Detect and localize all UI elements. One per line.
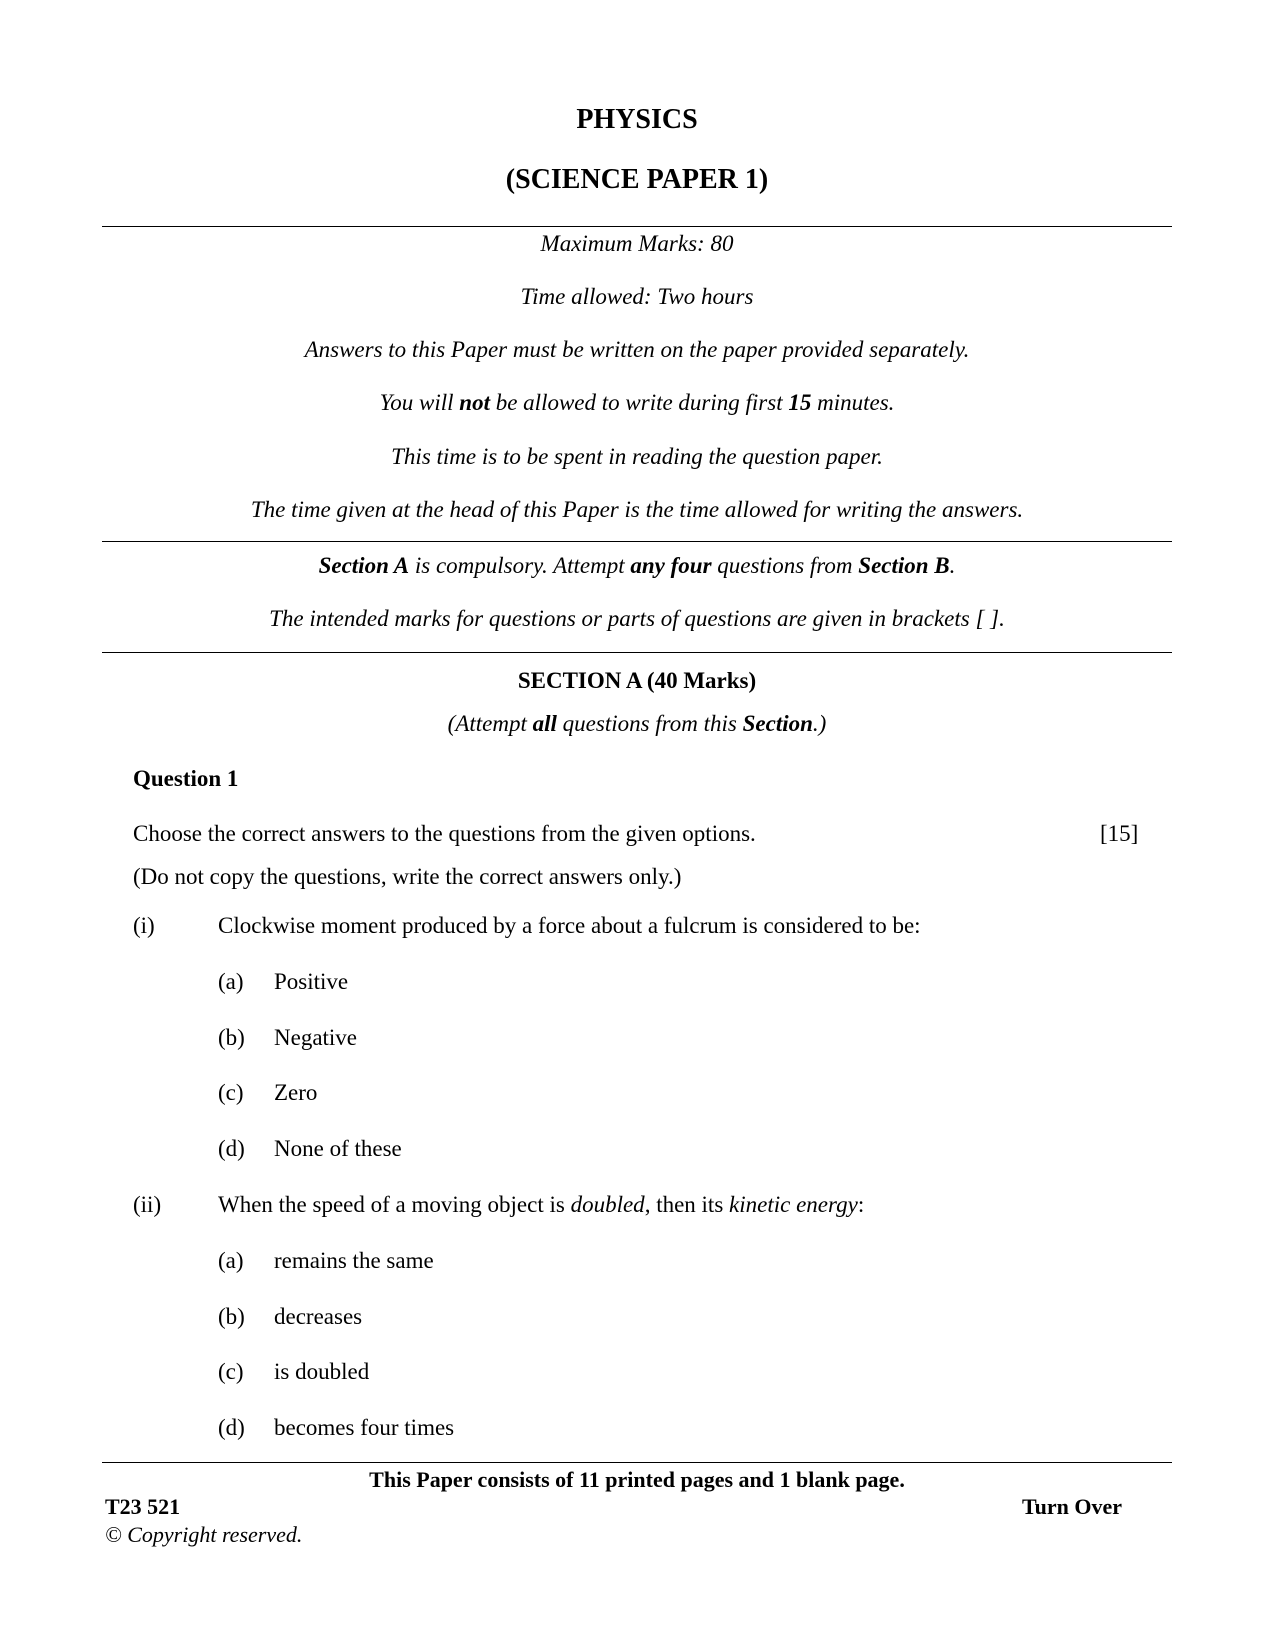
subject-title: PHYSICS bbox=[576, 104, 698, 135]
option bbox=[218, 969, 348, 995]
option-label: (d) bbox=[218, 1136, 245, 1161]
reading-time-instruction bbox=[102, 390, 1172, 416]
divider bbox=[102, 226, 1172, 227]
option-label: (d) bbox=[218, 1415, 245, 1440]
option-text: becomes four times bbox=[274, 1415, 455, 1440]
text-fragment: not bbox=[459, 390, 490, 415]
text-fragment: . bbox=[949, 553, 956, 578]
text-fragment: , then its bbox=[644, 1192, 730, 1217]
option-label: (b) bbox=[218, 1304, 245, 1329]
paper-title: (SCIENCE PAPER 1) bbox=[505, 164, 769, 195]
pages-note: This Paper consists of 11 printed pages and 1 blank page. bbox=[369, 1467, 905, 1492]
marks-note: The intended marks for questions or parts of questions are given in brackets [ ]. bbox=[269, 606, 1005, 631]
option bbox=[218, 1415, 454, 1441]
option bbox=[218, 1359, 369, 1385]
section-a-heading: SECTION A (40 Marks) bbox=[517, 668, 757, 693]
text-fragment: (Attempt bbox=[447, 711, 533, 736]
text-fragment: all bbox=[532, 711, 557, 736]
text-fragment: : bbox=[857, 1192, 865, 1217]
text-fragment: .) bbox=[812, 711, 827, 736]
marks-bracket: [15] bbox=[1100, 821, 1139, 846]
option-label: (a) bbox=[218, 1248, 244, 1273]
text-fragment: doubled bbox=[570, 1192, 645, 1217]
text-fragment: Section A bbox=[318, 553, 410, 578]
item-text bbox=[218, 1192, 864, 1218]
option bbox=[218, 1025, 357, 1051]
option-label: (a) bbox=[218, 969, 244, 994]
option bbox=[218, 1136, 402, 1162]
divider bbox=[102, 541, 1172, 542]
text-fragment: minutes. bbox=[811, 390, 895, 415]
option-text: Zero bbox=[274, 1080, 318, 1105]
text-fragment: be allowed to write during first bbox=[489, 390, 789, 415]
text-fragment: questions from this bbox=[556, 711, 743, 736]
text-fragment: any four bbox=[630, 553, 712, 578]
paper-code: T23 521 bbox=[105, 1494, 181, 1519]
section-instruction bbox=[102, 553, 1172, 579]
text-fragment: Section bbox=[742, 711, 813, 736]
option-text: None of these bbox=[274, 1136, 402, 1161]
option-text: remains the same bbox=[274, 1248, 434, 1273]
option-label: (c) bbox=[218, 1080, 244, 1105]
option bbox=[218, 1080, 317, 1106]
option-label: (c) bbox=[218, 1359, 244, 1384]
option-text: is doubled bbox=[274, 1359, 370, 1384]
text-fragment: kinetic energy bbox=[729, 1192, 858, 1217]
answers-instruction: Answers to this Paper must be written on the paper provided separately. bbox=[304, 337, 970, 362]
item-text: Clockwise moment produced by a force about a fulcrum is considered to be: bbox=[218, 913, 921, 938]
turn-over: Turn Over bbox=[1022, 1494, 1123, 1519]
question-note: (Do not copy the questions, write the correct answers only.) bbox=[133, 864, 682, 889]
option-text: decreases bbox=[274, 1304, 363, 1329]
max-marks: Maximum Marks: 80 bbox=[540, 231, 734, 256]
text-fragment: Section B bbox=[858, 553, 950, 578]
item-number: (ii) bbox=[133, 1192, 162, 1217]
option-text: Negative bbox=[274, 1025, 358, 1050]
option bbox=[218, 1248, 434, 1274]
option-label: (b) bbox=[218, 1025, 245, 1050]
text-fragment: questions from bbox=[711, 553, 859, 578]
copyright: © Copyright reserved. bbox=[105, 1522, 303, 1547]
text-fragment: When the speed of a moving object is bbox=[218, 1192, 571, 1217]
section-a-note bbox=[102, 711, 1172, 737]
footer-divider bbox=[102, 1462, 1172, 1463]
option bbox=[218, 1304, 362, 1330]
question-instruction: Choose the correct answers to the questions from the given options. bbox=[133, 821, 756, 846]
option-text: Positive bbox=[274, 969, 349, 994]
text-fragment: You will bbox=[379, 390, 460, 415]
time-allowed: Time allowed: Two hours bbox=[520, 284, 754, 309]
time-given-note: The time given at the head of this Paper is the time allowed for writing the answers. bbox=[250, 497, 1024, 522]
divider bbox=[102, 652, 1172, 653]
reading-purpose: This time is to be spent in reading the question paper. bbox=[391, 444, 883, 469]
text-fragment: 15 bbox=[788, 390, 812, 415]
item-number: (i) bbox=[133, 913, 155, 938]
text-fragment: is compulsory. Attempt bbox=[409, 553, 631, 578]
question-heading: Question 1 bbox=[133, 766, 239, 791]
